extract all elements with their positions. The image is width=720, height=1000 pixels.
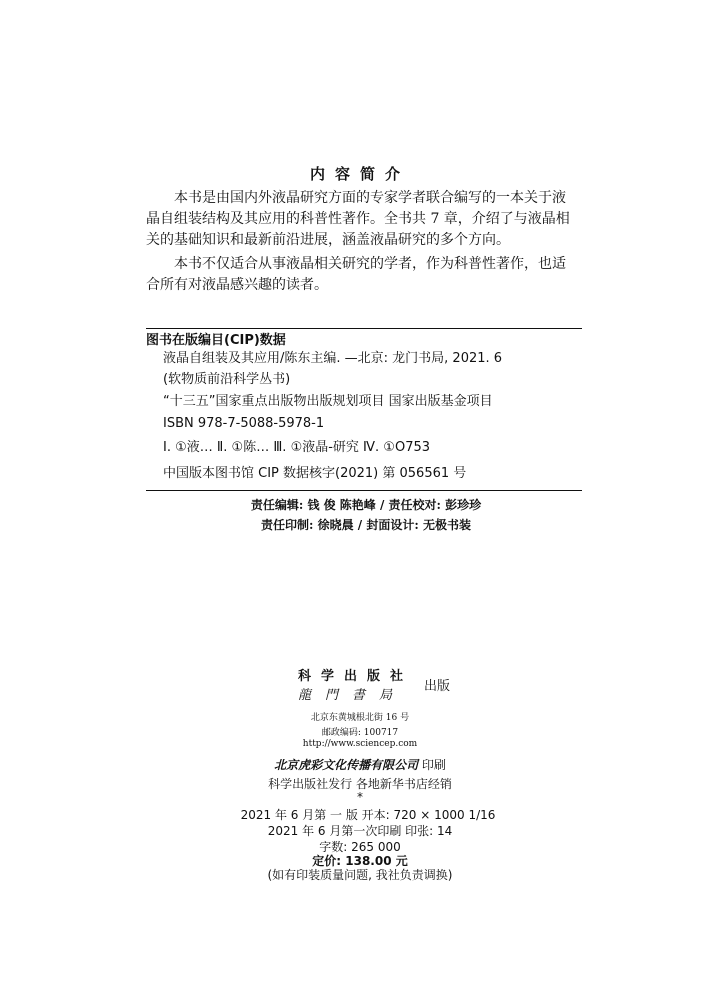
printing-line: 2021 年 6 月第一次印刷 印张: 14 xyxy=(267,824,453,838)
cip-bottom-rule xyxy=(146,490,582,491)
staff-line-2: 责任印制: 徐晓晨 / 封面设计: 无极书装 xyxy=(261,518,471,532)
notice-line: (如有印装质量问题, 我社负责调换) xyxy=(267,868,453,882)
publisher-url: http://www.sciencep.com xyxy=(302,739,418,749)
price-line: 定价: 138.00 元 xyxy=(312,854,408,868)
intro-title: 内容简介 xyxy=(309,165,410,183)
cip-series: (软物质前沿科学丛书) xyxy=(163,372,291,387)
publisher-name-longmen: 龍門書局 xyxy=(298,688,407,703)
publisher-suffix: 出版 xyxy=(424,679,451,694)
printer-line xyxy=(0,756,720,773)
printer-suffix: 印刷 xyxy=(421,758,446,772)
staff-line-1: 责任编辑: 钱 俊 陈艳峰 / 责任校对: 彭珍珍 xyxy=(250,498,482,512)
intro-p1-line-2: 晶自组装结构及其应用的科普性著作。全书共 7 章，介绍了与液晶相 xyxy=(146,211,570,227)
cip-book-line: 液晶自组装及其应用/陈东主编. —北京: 龙门书局, 2021. 6 xyxy=(163,351,503,366)
intro-p1-line-3: 关的基础知识和最新前沿进展，涵盖液晶研究的多个方向。 xyxy=(146,232,510,248)
cip-classification: Ⅰ. ①液… Ⅱ. ①陈… Ⅲ. ①液晶-研究 Ⅳ. ①O753 xyxy=(163,440,431,455)
cip-record: 中国版本图书馆 CIP 数据核字(2021) 第 056561 号 xyxy=(163,466,467,481)
intro-p1-line-1: 本书是由国内外液晶研究方面的专家学者联合编写的一本关于液 xyxy=(174,190,566,206)
edition-line: 2021 年 6 月第 一 版 开本: 720 × 1000 1/16 xyxy=(240,808,496,822)
intro-p2-line-1: 本书不仅适合从事液晶相关研究的学者，作为科普性著作，也适 xyxy=(174,256,566,272)
cip-project: “十三五”国家重点出版物出版规划项目 国家出版基金项目 xyxy=(163,394,493,409)
publisher-name-science: 科学出版社 xyxy=(298,669,414,684)
separator-star: * xyxy=(357,790,363,804)
intro-paragraph-1 xyxy=(146,188,580,251)
distribution-line: 科学出版社发行 各地新华书店经销 xyxy=(268,777,452,791)
cip-top-rule xyxy=(146,328,582,329)
cip-isbn: ISBN 978-7-5088-5978-1 xyxy=(163,416,325,431)
publisher-postcode: 邮政编码: 100717 xyxy=(321,728,399,738)
intro-p2-line-2: 合所有对液晶感兴趣的读者。 xyxy=(146,277,328,293)
publisher-address: 北京东黄城根北街 16 号 xyxy=(310,713,410,723)
printer-name: 北京虎彩文化传播有限公司 xyxy=(274,758,419,772)
wordcount-line: 字数: 265 000 xyxy=(319,840,401,854)
intro-paragraph-2 xyxy=(146,254,580,296)
cip-title: 图书在版编目(CIP)数据 xyxy=(146,333,286,348)
